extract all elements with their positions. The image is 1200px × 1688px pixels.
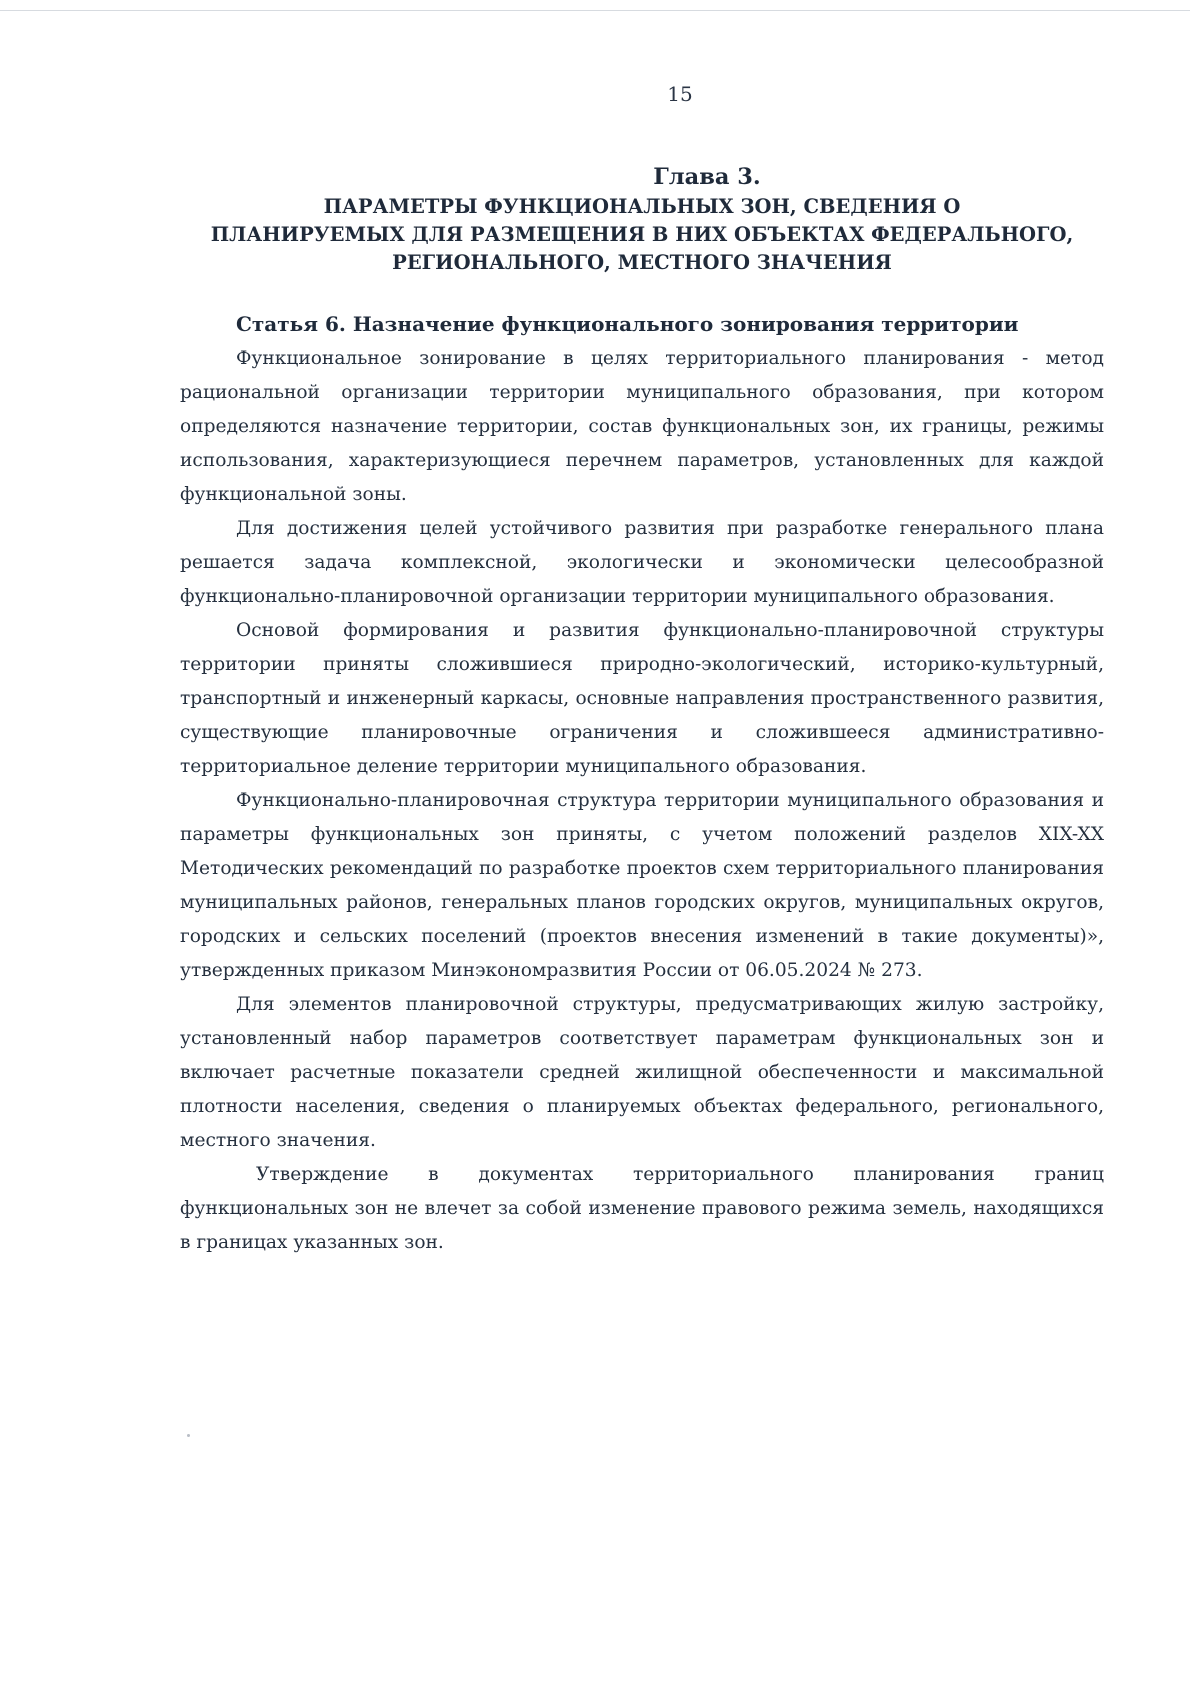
- article-title: Статья 6. Назначение функционального зонирования территории: [236, 312, 1019, 336]
- paragraph: Для достижения целей устойчивого развития при разработке генерального плана решается задача комплексной, экологически и экономически целесообразной функционально-планировочной организации территории муниципального образования.: [180, 518, 1104, 607]
- body-text: [180, 342, 1104, 1260]
- scan-speck: [187, 1434, 190, 1437]
- chapter-label: Глава 3.: [653, 164, 761, 190]
- paragraph: Для элементов планировочной структуры, предусматривающих жилую застройку, установленный набор параметров соответствует параметрам функциональных зон и включает расчетные показатели средней жилищной обеспеченности и максимальной плотности населения, сведения о планируемых объектах федерального, регионального, местного значения.: [180, 994, 1104, 1151]
- scan-edge-line: [0, 10, 1190, 11]
- chapter-heading: [180, 162, 1104, 277]
- paragraph: Функциональное зонирование в целях территориального планирования - метод рациональной организации территории муниципального образования, при котором определяются назначение территории, состав функциональных зон, их границы, режимы использования, характеризующиеся перечнем параметров, установленных для каждой функциональной зоны.: [180, 348, 1104, 505]
- page-number: 15: [667, 82, 693, 106]
- paragraph: Функционально-планировочная структура территории муниципального образования и параметры функциональных зон приняты, с учетом положений разделов XIX-XX Методических рекомендаций по разработке проектов схем территориального планирования муниципальных районов, генеральных планов городских округов, муниципальных округов, городских и сельских поселений (проектов внесения изменений в такие документы)», утвержденных приказом Минэкономразвития России от 06.05.2024 № 273.: [180, 790, 1104, 981]
- chapter-title: ПАРАМЕТРЫ ФУНКЦИОНАЛЬНЫХ ЗОН, СВЕДЕНИЯ О ПЛАНИРУЕМЫХ ДЛЯ РАЗМЕЩЕНИЯ В НИХ ОБЪЕКТАХ ФЕДЕРАЛЬНОГО, РЕГИОНАЛЬНОГО, МЕСТНОГО ЗНАЧЕНИЯ: [210, 195, 1074, 274]
- paragraph: Утверждение в документах территориального планирования границ функциональных зон не влечет за собой изменение правового режима земель, находящихся в границах указанных зон.: [180, 1164, 1104, 1253]
- paragraph: Основой формирования и развития функционально-планировочной структуры территории приняты сложившиеся природно-экологический, историко-культурный, транспортный и инженерный каркасы, основные направления пространственного развития, существующие планировочные ограничения и сложившееся административно-территориальное деление территории муниципального образования.: [180, 620, 1104, 777]
